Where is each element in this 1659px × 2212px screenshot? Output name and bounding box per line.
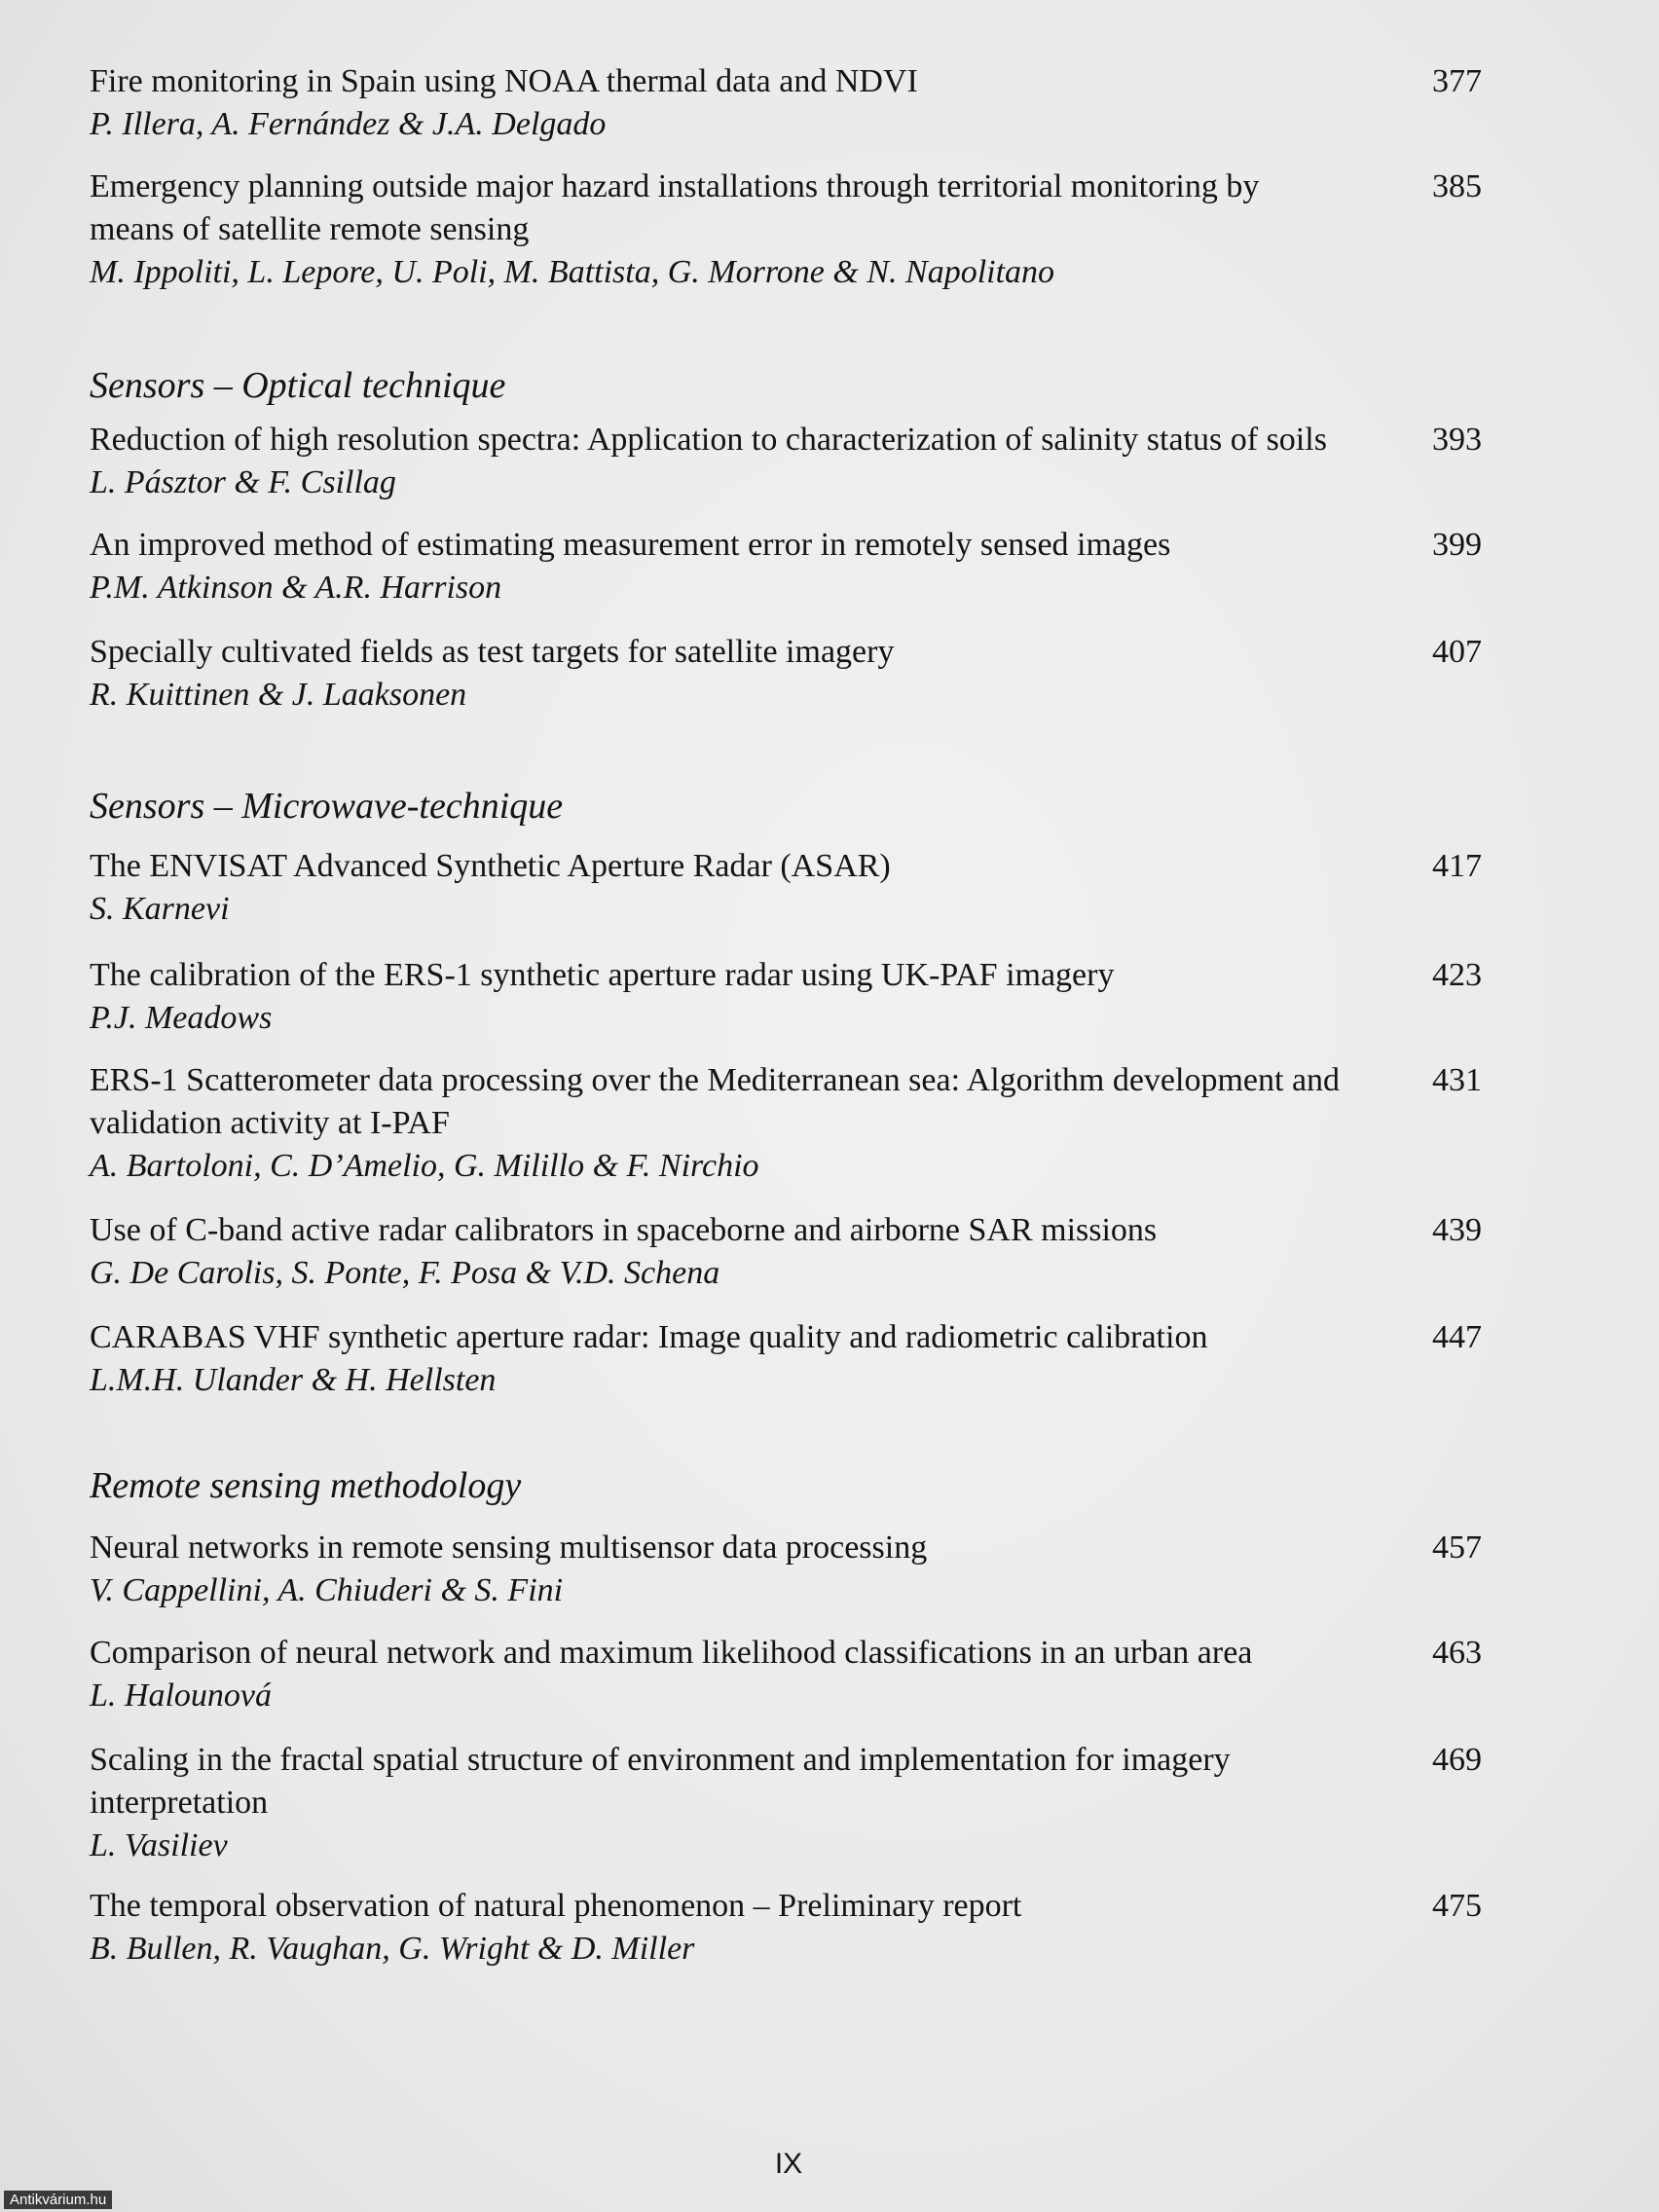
entry-page-number: 407 [1432,634,1482,670]
page-folio: IX [774,2148,803,2180]
entry-title: Neural networks in remote sensing multisensor data processing [90,1530,928,1566]
toc-entry [90,60,1482,146]
entry-title: ERS-1 Scatterometer data processing over the Mediterranean sea: Algorithm development and validation activity at I-PAF [90,1062,1341,1141]
toc-entry [90,1316,1482,1402]
entry-page-number: 423 [1432,957,1482,993]
toc-entry [90,1632,1482,1717]
entry-title: CARABAS VHF synthetic aperture radar: Image quality and radiometric calibration [90,1319,1208,1355]
entry-authors: P.J. Meadows [90,1000,273,1036]
toc-entry [90,1209,1482,1295]
toc-entry [90,166,1482,294]
entry-authors: L.M.H. Ulander & H. Hellsten [90,1362,497,1398]
entry-title: Fire monitoring in Spain using NOAA thermal data and NDVI [90,63,918,99]
entry-title: The calibration of the ERS-1 synthetic aperture radar using UK-PAF imagery [90,957,1115,993]
toc-entry [90,1739,1482,1867]
entry-page-number: 475 [1432,1888,1482,1924]
toc-entry [90,1527,1482,1612]
entry-authors: B. Bullen, R. Vaughan, G. Wright & D. Miller [90,1931,695,1967]
entry-title: An improved method of estimating measurement error in remotely sensed images [90,527,1171,563]
toc-entry [90,524,1482,609]
watermark: Antikvárium.hu [4,2191,112,2209]
entry-page-number: 399 [1432,527,1482,563]
toc-entry [90,1885,1482,1971]
entry-page-number: 463 [1432,1635,1482,1671]
entry-authors: L. Vasiliev [90,1827,228,1863]
entry-authors: P.M. Atkinson & A.R. Harrison [90,570,502,606]
entry-page-number: 417 [1432,848,1482,884]
entry-authors: A. Bartoloni, C. D’Amelio, G. Milillo & F. Nirchio [90,1148,759,1184]
toc-entry [90,1059,1482,1188]
entry-page-number: 447 [1432,1319,1482,1355]
toc-entry [90,845,1482,931]
section-heading-microwave: Sensors – Microwave-technique [90,786,564,827]
toc-entry [90,954,1482,1040]
entry-authors: G. De Carolis, S. Ponte, F. Posa & V.D. Schena [90,1255,720,1291]
entry-authors: S. Karnevi [90,891,230,927]
section-heading-methodology: Remote sensing methodology [90,1465,522,1506]
entry-title: Use of C-band active radar calibrators in spaceborne and airborne SAR missions [90,1212,1158,1248]
entry-page-number: 439 [1432,1212,1482,1248]
entry-page-number: 431 [1432,1062,1482,1098]
entry-authors: P. Illera, A. Fernández & J.A. Delgado [90,106,607,142]
entry-title: Emergency planning outside major hazard installations through territorial monitoring by means of satellite remote sensing [90,168,1260,247]
entry-title: The temporal observation of natural phenomenon – Preliminary report [90,1888,1022,1924]
entry-page-number: 377 [1432,63,1482,99]
entry-page-number: 457 [1432,1530,1482,1566]
entry-authors: V. Cappellini, A. Chiuderi & S. Fini [90,1572,564,1608]
entry-authors: M. Ippoliti, L. Lepore, U. Poli, M. Battista, G. Morrone & N. Napolitano [90,254,1055,290]
section-heading-optical: Sensors – Optical technique [90,365,506,406]
entry-title: Comparison of neural network and maximum likelihood classifications in an urban area [90,1635,1253,1671]
entry-page-number: 393 [1432,422,1482,458]
toc-entry [90,419,1482,504]
entry-title: The ENVISAT Advanced Synthetic Aperture Radar (ASAR) [90,848,891,884]
entry-page-number: 469 [1432,1742,1482,1778]
entry-title: Specially cultivated fields as test targets for satellite imagery [90,634,895,670]
entry-authors: L. Halounová [90,1677,272,1714]
toc-entry [90,631,1482,717]
entry-authors: L. Pásztor & F. Csillag [90,464,396,500]
entry-title: Scaling in the fractal spatial structure of environment and implementation for imagery interpretation [90,1742,1231,1821]
entry-page-number: 385 [1432,168,1482,204]
entry-title: Reduction of high resolution spectra: Application to characterization of salinity status of soils [90,422,1327,458]
entry-authors: R. Kuittinen & J. Laaksonen [90,677,467,713]
